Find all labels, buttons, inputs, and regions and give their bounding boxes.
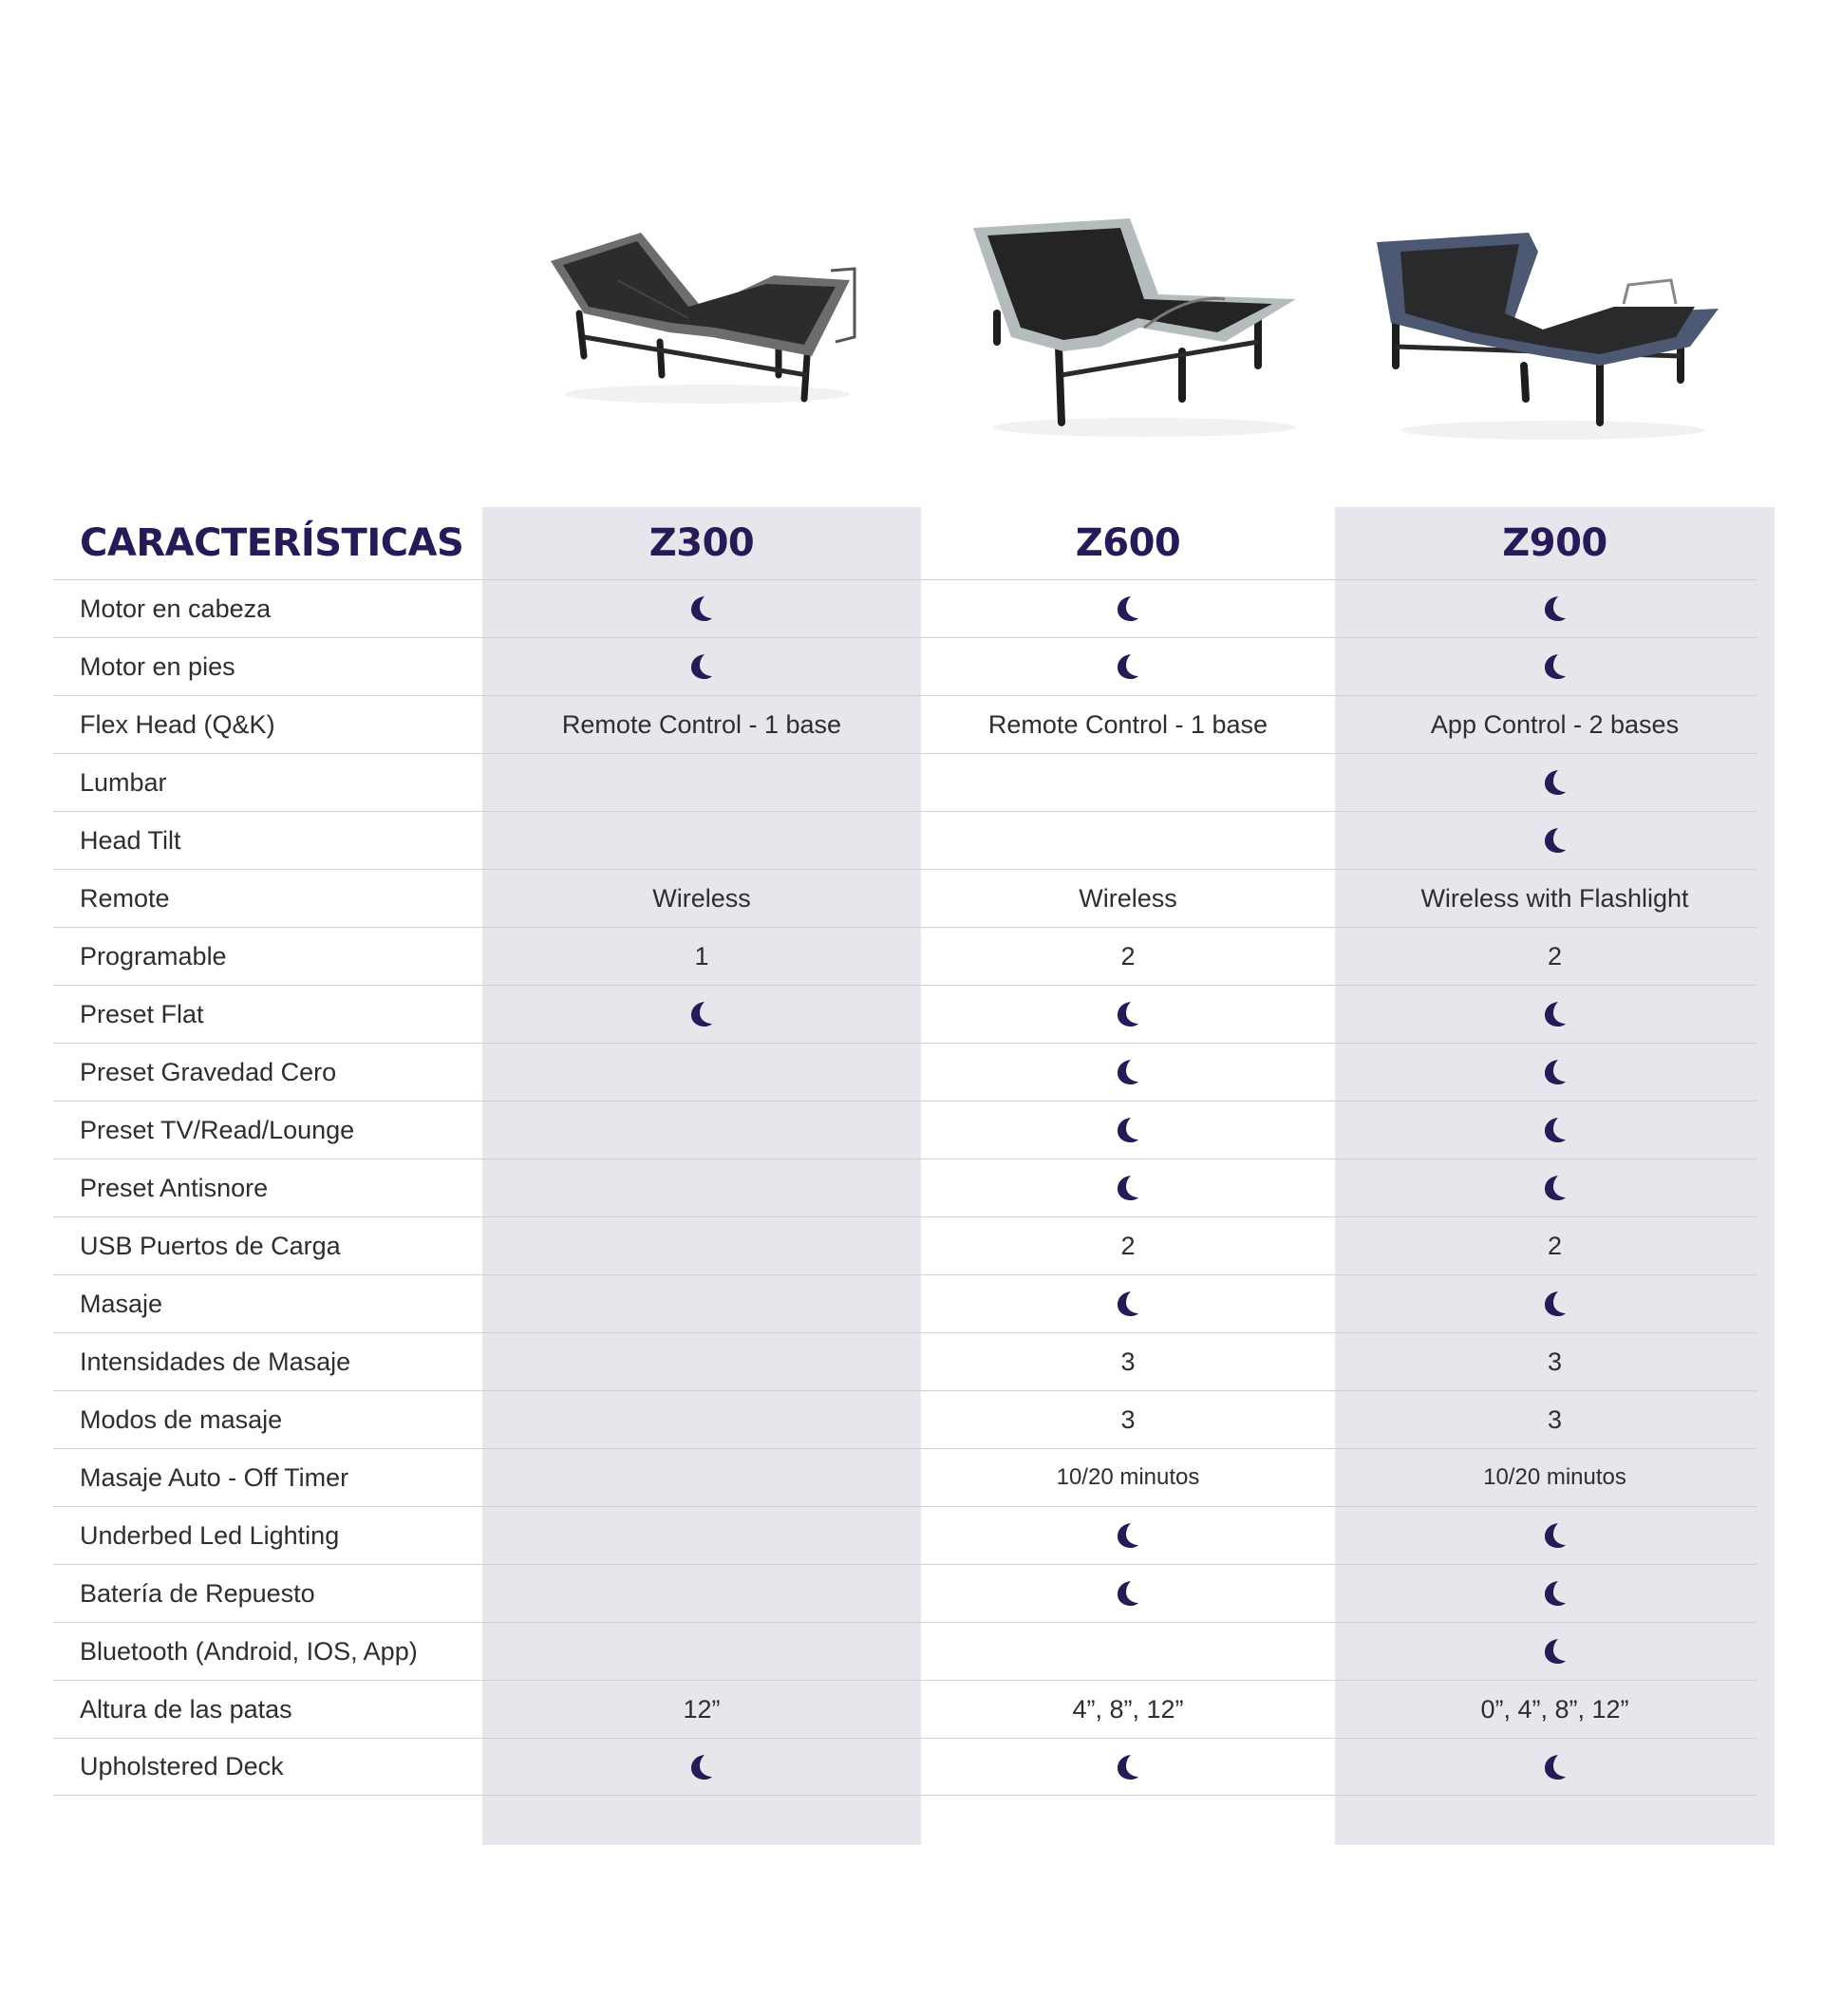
feature-check-z900 <box>1335 580 1775 637</box>
feature-label: USB Puertos de Carga <box>80 1231 341 1260</box>
feature-value-z900: 10/20 minutos <box>1483 1464 1626 1490</box>
feature-label: Masaje Auto - Off Timer <box>80 1462 349 1492</box>
feature-value-z900: Wireless with Flashlight <box>1420 883 1689 913</box>
table-row <box>53 927 1757 985</box>
feature-label: Underbed Led Lighting <box>80 1520 340 1550</box>
feature-check-z900 <box>1335 812 1775 869</box>
table-row <box>53 1101 1757 1159</box>
crescent-moon-icon <box>1542 826 1569 855</box>
feature-value-z300 <box>482 1623 921 1680</box>
feature-label: Head Tilt <box>80 825 181 855</box>
crescent-moon-icon <box>1115 1116 1141 1144</box>
crescent-moon-icon <box>1542 1637 1569 1666</box>
feature-value-z300: 12” <box>683 1694 721 1724</box>
feature-label: Modos de masaje <box>80 1404 283 1434</box>
feature-value-z300 <box>482 1507 921 1564</box>
feature-label: Altura de las patas <box>80 1694 292 1724</box>
feature-value-z600: 3 <box>1120 1404 1136 1434</box>
feature-value-z900: 3 <box>1547 1347 1563 1376</box>
feature-check-z600 <box>921 638 1335 695</box>
feature-value-z600 <box>921 1623 1335 1680</box>
adjustable-bed-icon <box>546 223 864 413</box>
table-row <box>53 1274 1757 1332</box>
feature-value-z300: Wireless <box>652 883 751 913</box>
table-row <box>53 1564 1757 1622</box>
feature-check-z900 <box>1335 1623 1775 1680</box>
table-row <box>53 985 1757 1043</box>
crescent-moon-icon <box>1115 1174 1141 1202</box>
table-row <box>53 1622 1757 1680</box>
model-header-z900: Z900 <box>1502 521 1607 565</box>
feature-check-z900 <box>1335 754 1775 811</box>
feature-check-z900 <box>1335 1739 1775 1795</box>
feature-label: Motor en cabeza <box>80 593 272 623</box>
feature-value-z900: 2 <box>1547 1231 1563 1260</box>
feature-value-z900: 2 <box>1547 941 1563 970</box>
feature-label: Motor en pies <box>80 651 235 681</box>
feature-check-z300 <box>482 1739 921 1795</box>
feature-value-z300: Remote Control - 1 base <box>561 709 842 739</box>
feature-check-z900 <box>1335 1565 1775 1622</box>
feature-value-z600: 4”, 8”, 12” <box>1072 1694 1184 1724</box>
feature-value-z300 <box>482 1391 921 1448</box>
feature-value-z600: 2 <box>1120 1231 1136 1260</box>
feature-value-z300 <box>482 1449 921 1506</box>
crescent-moon-icon <box>688 1000 715 1028</box>
crescent-moon-icon <box>1542 1058 1569 1086</box>
table-row <box>53 695 1757 753</box>
feature-label: Bluetooth (Android, IOS, App) <box>80 1636 418 1666</box>
crescent-moon-icon <box>1542 1000 1569 1028</box>
table-row <box>53 1680 1757 1738</box>
feature-value-z900: 3 <box>1547 1404 1563 1434</box>
feature-value-z900: 0”, 4”, 8”, 12” <box>1480 1694 1629 1724</box>
feature-label: Intensidades de Masaje <box>80 1347 351 1376</box>
feature-check-z900 <box>1335 986 1775 1043</box>
feature-value-z600 <box>921 812 1335 869</box>
feature-value-z300 <box>482 1102 921 1159</box>
feature-value-z900: App Control - 2 bases <box>1430 709 1680 739</box>
table-row <box>53 1506 1757 1564</box>
crescent-moon-icon <box>1115 1290 1141 1318</box>
table-row <box>53 811 1757 869</box>
feature-label: Masaje <box>80 1289 163 1318</box>
feature-check-z600 <box>921 1739 1335 1795</box>
table-row <box>53 1738 1757 1796</box>
product-image-z600 <box>968 209 1310 446</box>
feature-value-z300 <box>482 812 921 869</box>
feature-label: Remote <box>80 883 170 913</box>
table-row <box>53 637 1757 695</box>
feature-label: Lumbar <box>80 767 167 797</box>
feature-check-z300 <box>482 986 921 1043</box>
feature-check-z300 <box>482 638 921 695</box>
feature-label: Preset Gravedad Cero <box>80 1057 337 1086</box>
table-row <box>53 1043 1757 1101</box>
feature-value-z600: 10/20 minutos <box>1056 1464 1200 1490</box>
feature-value-z300 <box>482 1044 921 1101</box>
feature-check-z600 <box>921 1044 1335 1101</box>
feature-check-z900 <box>1335 1275 1775 1332</box>
feature-check-z600 <box>921 1565 1335 1622</box>
feature-value-z300 <box>482 1565 921 1622</box>
features-table <box>53 579 1757 1796</box>
crescent-moon-icon <box>1542 652 1569 681</box>
adjustable-bed-icon <box>968 209 1310 446</box>
crescent-moon-icon <box>1542 768 1569 797</box>
feature-value-z300: 1 <box>694 941 709 970</box>
product-image-z300 <box>546 223 864 413</box>
crescent-moon-icon <box>1115 1000 1141 1028</box>
table-row <box>53 579 1757 637</box>
feature-check-z900 <box>1335 1159 1775 1216</box>
feature-value-z300 <box>482 1217 921 1274</box>
feature-label: Preset Flat <box>80 999 204 1028</box>
feature-value-z600: 3 <box>1120 1347 1136 1376</box>
crescent-moon-icon <box>688 652 715 681</box>
table-row <box>53 1448 1757 1506</box>
crescent-moon-icon <box>1542 1116 1569 1144</box>
model-header-z600: Z600 <box>1075 521 1181 565</box>
feature-check-z900 <box>1335 1507 1775 1564</box>
feature-value-z600: Wireless <box>1079 883 1177 913</box>
table-row <box>53 1159 1757 1216</box>
feature-value-z300 <box>482 1159 921 1216</box>
crescent-moon-icon <box>1542 1174 1569 1202</box>
feature-check-z600 <box>921 1275 1335 1332</box>
feature-label: Upholstered Deck <box>80 1752 284 1780</box>
table-row <box>53 753 1757 811</box>
feature-check-z600 <box>921 1507 1335 1564</box>
product-image-z900 <box>1372 214 1719 451</box>
table-row <box>53 1390 1757 1448</box>
table-row <box>53 869 1757 927</box>
feature-check-z900 <box>1335 1102 1775 1159</box>
crescent-moon-icon <box>1115 1579 1141 1608</box>
feature-value-z600 <box>921 754 1335 811</box>
feature-check-z600 <box>921 1102 1335 1159</box>
crescent-moon-icon <box>1115 1058 1141 1086</box>
feature-check-z600 <box>921 1159 1335 1216</box>
feature-check-z900 <box>1335 1044 1775 1101</box>
crescent-moon-icon <box>1115 1753 1141 1781</box>
feature-label: Flex Head (Q&K) <box>80 709 275 739</box>
feature-check-z600 <box>921 986 1335 1043</box>
feature-label: Batería de Repuesto <box>80 1578 315 1608</box>
feature-check-z900 <box>1335 638 1775 695</box>
model-header-z300: Z300 <box>648 521 755 565</box>
crescent-moon-icon <box>1115 1521 1141 1550</box>
crescent-moon-icon <box>688 594 715 623</box>
crescent-moon-icon <box>1542 1753 1569 1781</box>
crescent-moon-icon <box>1115 652 1141 681</box>
table-row <box>53 1216 1757 1274</box>
feature-label: Preset TV/Read/Lounge <box>80 1115 355 1144</box>
feature-value-z300 <box>482 1275 921 1332</box>
crescent-moon-icon <box>1115 594 1141 623</box>
feature-label: Programable <box>80 941 227 970</box>
crescent-moon-icon <box>1542 594 1569 623</box>
crescent-moon-icon <box>1542 1521 1569 1550</box>
adjustable-bed-icon <box>1372 214 1719 451</box>
feature-label: Preset Antisnore <box>80 1173 269 1202</box>
feature-value-z600: 2 <box>1120 941 1136 970</box>
feature-value-z300 <box>482 1333 921 1390</box>
table-row <box>53 1332 1757 1390</box>
crescent-moon-icon <box>688 1753 715 1781</box>
feature-value-z600: Remote Control - 1 base <box>987 709 1269 739</box>
table-header-label: CARACTERÍSTICAS <box>80 521 464 565</box>
crescent-moon-icon <box>1542 1290 1569 1318</box>
feature-check-z600 <box>921 580 1335 637</box>
feature-check-z300 <box>482 580 921 637</box>
feature-value-z300 <box>482 754 921 811</box>
crescent-moon-icon <box>1542 1579 1569 1608</box>
